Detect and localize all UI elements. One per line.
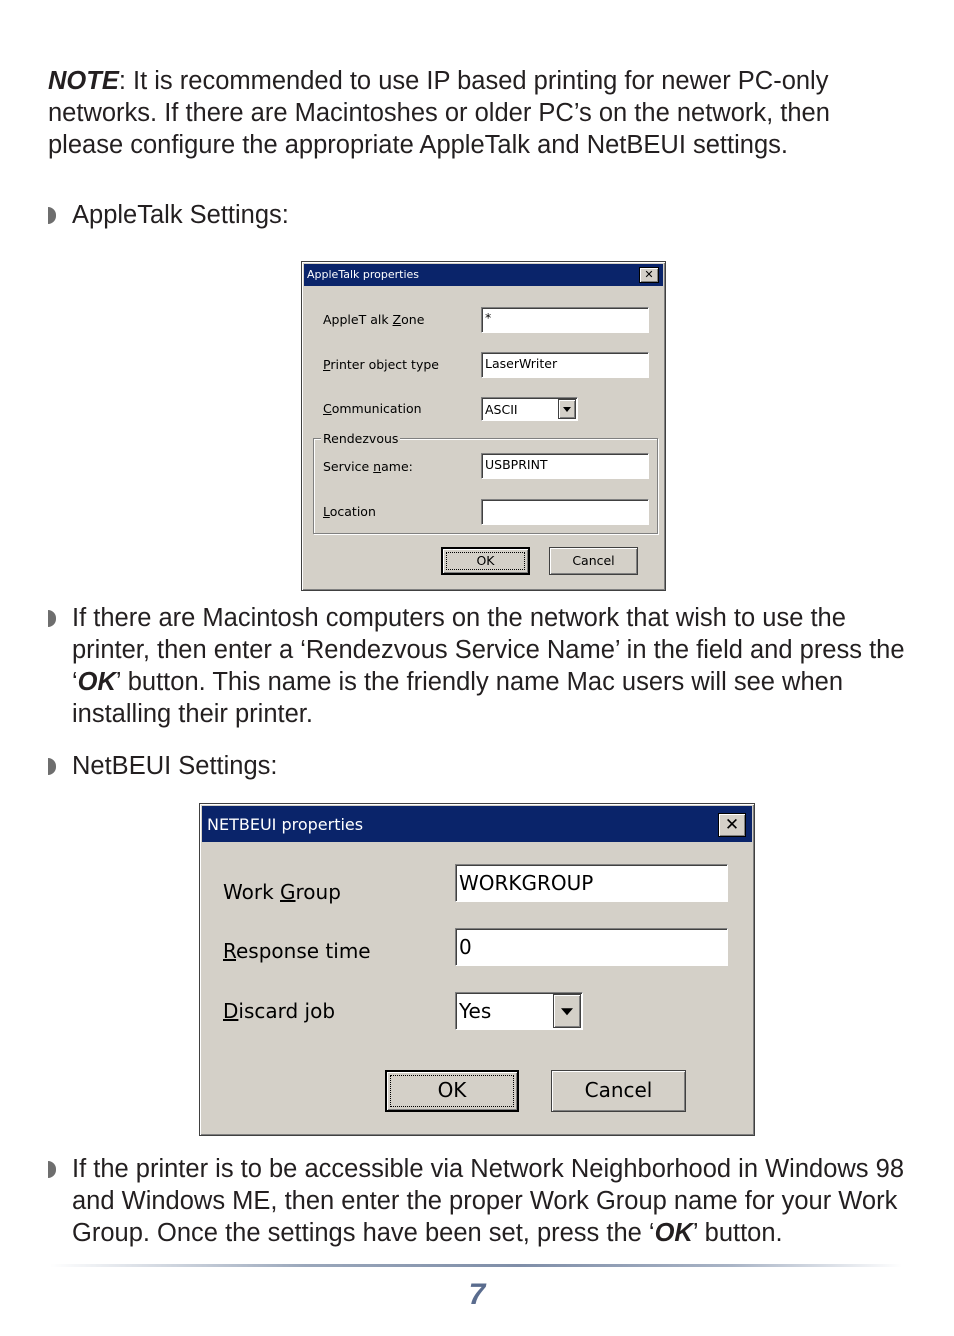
netbeui-titlebar xyxy=(202,806,752,842)
bullet-rendezvous-paragraph: If there are Macintosh computers on the network that wish to use the printer, then enter a ‘Rendezvous Service Name’ in the field and press the ‘OK’ button. This name is the friendly name Mac users will see when installing their printer. xyxy=(72,604,905,728)
note-paragraph xyxy=(48,65,848,161)
appletalk-ok-button[interactable]: OK xyxy=(441,547,530,575)
page-number: 7 xyxy=(468,1278,486,1311)
work-group-input[interactable]: WORKGROUP xyxy=(455,864,728,902)
netbeui-ok-button[interactable]: OK xyxy=(385,1070,519,1112)
appletalk-zone-label: AppleT alk Zone xyxy=(323,312,425,327)
printer-object-type-input[interactable]: LaserWriter xyxy=(481,352,649,378)
service-name-input[interactable]: USBPRINT xyxy=(481,453,649,479)
appletalk-cancel-button[interactable]: Cancel xyxy=(549,547,638,575)
discard-job-select[interactable]: Yes xyxy=(455,992,583,1030)
appletalk-title: AppleTalk properties xyxy=(307,268,420,281)
appletalk-titlebar xyxy=(304,264,663,286)
communication-select[interactable]: ASCII xyxy=(481,397,578,421)
note-text: : It is recommended to use IP based printing for newer PC-only networks. If there are Macintoshes or older PC’s on the network, then please configure the appropriate AppleTalk and NetBEUI settings. xyxy=(48,67,830,159)
work-group-label: Work Group xyxy=(223,880,341,904)
netbeui-title: NETBEUI properties xyxy=(207,815,364,834)
location-label: Location xyxy=(323,504,376,519)
chevron-down-icon xyxy=(561,1008,573,1015)
bullet-workgroup-paragraph: If the printer is to be accessible via Network Neighborhood in Windows 98 and Windows ME, then enter the proper Work Group name for your Work Group. Once the settings have been set, press the ‘OK’ button. xyxy=(72,1155,904,1247)
close-icon: ✕ xyxy=(724,815,740,835)
bullet-marker xyxy=(48,207,56,224)
communication-label: Communication xyxy=(323,401,422,416)
service-name-label: Service name: xyxy=(323,459,413,474)
rendezvous-group-label: Rendezvous xyxy=(323,431,399,446)
discard-job-label: Discard job xyxy=(223,999,336,1023)
discard-job-dropdown-button[interactable] xyxy=(553,994,581,1028)
bullet-netbeui-heading: NetBEUI Settings: xyxy=(72,752,278,780)
location-input[interactable] xyxy=(481,499,649,525)
netbeui-properties-dialog xyxy=(199,803,755,1136)
footer-divider xyxy=(50,1264,902,1267)
note-label: NOTE xyxy=(48,67,119,95)
bullet-marker xyxy=(48,1161,56,1178)
communication-dropdown-button[interactable] xyxy=(558,399,576,419)
response-time-input[interactable]: 0 xyxy=(455,928,728,966)
appletalk-properties-dialog xyxy=(301,261,666,591)
close-icon: ✕ xyxy=(644,268,654,281)
response-time-label: Response time xyxy=(223,939,371,963)
chevron-down-icon xyxy=(563,407,571,412)
netbeui-close-button[interactable] xyxy=(718,813,746,837)
netbeui-cancel-button[interactable]: Cancel xyxy=(551,1070,686,1112)
appletalk-zone-input[interactable]: * xyxy=(481,307,649,333)
appletalk-close-button[interactable] xyxy=(639,267,659,283)
printer-object-type-label: Printer object type xyxy=(323,357,439,372)
bullet-appletalk-heading: AppleTalk Settings: xyxy=(72,201,289,229)
bullet-marker xyxy=(48,610,56,627)
bullet-marker xyxy=(48,758,56,775)
